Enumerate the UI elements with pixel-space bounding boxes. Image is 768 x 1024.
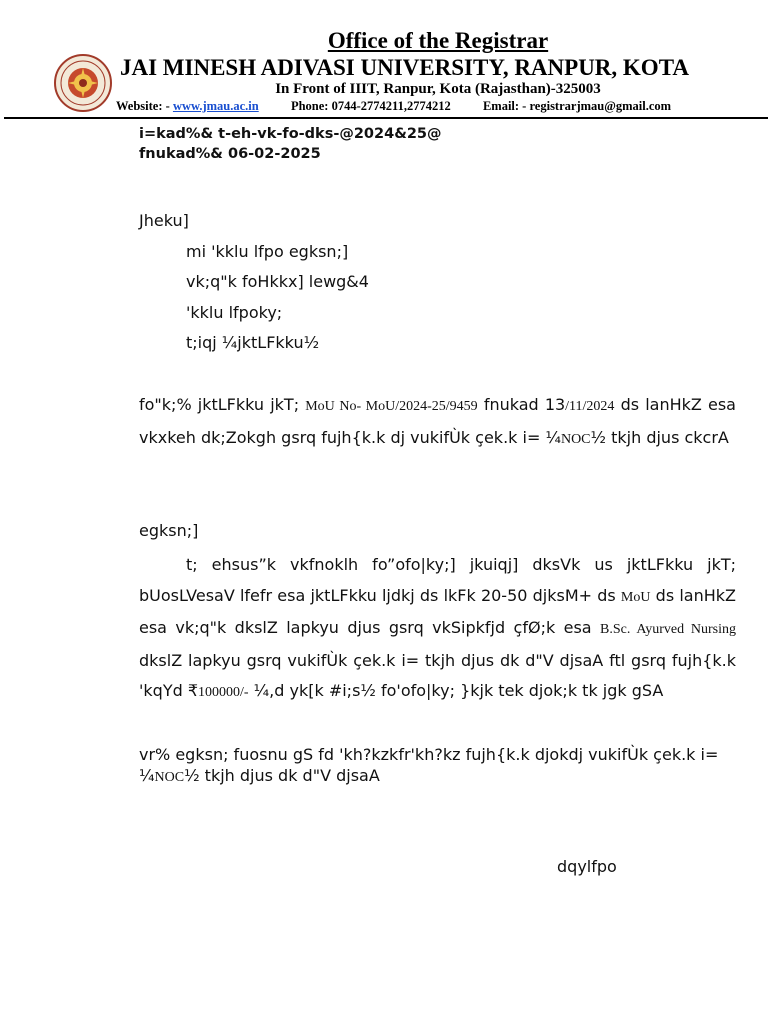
p1-mou: MoU — [620, 589, 651, 605]
subject-date-rest: /11/2024 — [565, 399, 615, 414]
signature-label: dqylfpo — [557, 857, 617, 876]
website-link[interactable]: www.jmau.ac.in — [172, 99, 259, 113]
p1-text-a: t; ehsus”k vkfnoklh fo”ofo|ky;] jkuiqj] dksVk us jktLFkku jkT; bUosLVesaV lfefr esa jktLFkku ljdkj ds lkFk 20-50 djksM+ ds — [139, 555, 736, 605]
university-name: JAI MINESH ADIVASI UNIVERSITY, RANPUR, KOTA — [120, 55, 689, 80]
recipient-line-4: t;iqj ¼jktLFkku½ — [186, 333, 320, 352]
recipient-line-1: mi 'kklu lfpo egksn;] — [186, 242, 349, 261]
p2-text-a: vr% egksn; fuosnu gS fd 'kh?kzkfr'kh?kz fujh{k.k djokdj vukifÙk çek.k i= ¼ — [139, 745, 719, 785]
p1-course: B.Sc. Ayurved Nursing — [600, 622, 736, 637]
p1-text-b: ds lanHkZ esa vk;q"k dkslZ lapkyu djus gsrq vkSipkfjd çfØ;k esa — [139, 585, 737, 637]
letterhead — [0, 0, 768, 120]
mou-number: MoU No- MoU/2024-25/9459 — [305, 399, 478, 414]
recipient-line-2: vk;q"k foHkkx] lewg&4 — [186, 272, 369, 291]
email-text: Email: - registrarjmau@gmail.com — [482, 99, 672, 113]
subject-text: fo"k;% jktLFkku jkT; — [139, 395, 306, 414]
subject-text-2: ds lanHkZ esa vkxkeh dk;Zokgh gsrq fujh{k.k dj vukifÙk çek.k i= ¼ — [139, 395, 736, 447]
header-divider — [4, 117, 768, 119]
university-address: In Front of IIIT, Ranpur, Kota (Rajasthan)-325003 — [275, 81, 601, 97]
contact-line — [116, 99, 671, 114]
subject-paragraph — [139, 390, 736, 455]
office-title: Office of the Registrar — [327, 28, 549, 53]
body-paragraph-2 — [139, 744, 736, 788]
recipient-salutation: Jheku] — [139, 211, 189, 230]
subject-text-3: ½ tkjh djus ckcrA — [590, 427, 729, 447]
p1-fee: 100000/- — [198, 685, 249, 700]
body-greeting: egksn;] — [139, 521, 199, 540]
reference-date: fnukad%& 06-02-2025 — [139, 146, 321, 162]
reference-number: i=kad%& t-eh-vk-fo-dks-@2024&25@ — [139, 126, 442, 142]
body-paragraph-1 — [139, 550, 736, 709]
subject-date-text: fnukad 13 — [477, 395, 566, 414]
website-label: Website: - — [116, 99, 170, 113]
phone-text: Phone: 0744-2774211,2774212 — [290, 99, 451, 113]
p1-text-d: ¼,d yk[k #i;s½ fo'ofo|ky; }kjk tek djok;k tk jgk gSA — [248, 681, 664, 700]
p1-text-c: dkslZ lapkyu gsrq vukifÙk çek.k i= tkjh djus dk d"V djsaA ftl gsrq fujh{k.k 'kqYd ₹ — [139, 650, 736, 700]
recipient-line-3: 'kklu lfpoky; — [186, 303, 283, 322]
p2-noc: NOC — [154, 770, 185, 785]
p2-text-b: ½ tkjh djus dk d"V djsaA — [184, 766, 380, 785]
noc-label: NOC — [560, 431, 591, 447]
